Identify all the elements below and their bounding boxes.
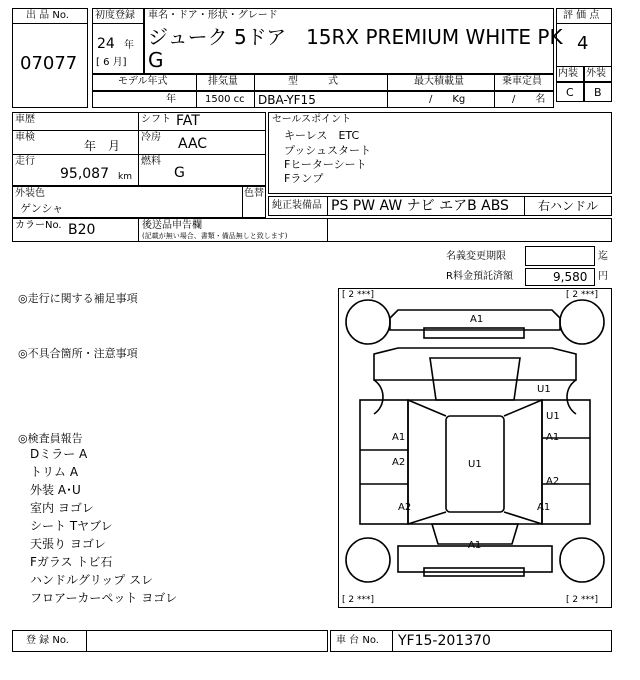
inspector-item-8: ハンドルグリップ スレ <box>30 573 154 587</box>
inspector-item-6: 天張り ヨゴレ <box>30 537 106 551</box>
mark-left-front-door: A1 <box>392 432 406 443</box>
model-row-values <box>92 91 554 108</box>
name-change-field <box>525 246 595 266</box>
mark-left-rear-quarter: A2 <box>398 502 412 513</box>
color-no-divider-2 <box>327 218 328 242</box>
inspector-item-4: 室内 ヨゴレ <box>30 501 94 515</box>
color-divider-v <box>242 186 243 218</box>
mark-right-rocker: A1 <box>537 502 551 513</box>
tire-rear-left <box>346 538 390 582</box>
reg-no-divider <box>86 630 87 652</box>
max-load-value: / Kg <box>429 94 466 105</box>
windshield <box>430 358 520 400</box>
inspection-value: 年 月 <box>84 139 121 153</box>
details-divider-h2 <box>12 154 266 155</box>
shift-label: シフト <box>141 114 171 125</box>
first-reg-label: 初度登録 <box>95 10 135 21</box>
color-value: ゲンシャ <box>20 202 64 215</box>
name-change-label: 名義変更期限 <box>446 251 506 262</box>
equipment-divider-2 <box>524 196 525 216</box>
sales-point-1: キーレス ETC <box>284 129 360 142</box>
shift-value: FAT <box>176 113 200 129</box>
lot-label: 出 品 No. <box>26 10 69 21</box>
mark-roof: U1 <box>468 459 482 470</box>
sales-points-label: セールスポイント <box>272 114 352 125</box>
a-pillar-right <box>504 400 542 416</box>
type-label: 型 式 <box>288 76 338 87</box>
car-name-line2: G <box>148 48 164 72</box>
tire-front-right <box>560 300 604 344</box>
docs-label: 後送品申告欄 <box>142 220 202 231</box>
mileage-value: 95,087 <box>60 166 109 182</box>
inspector-label: ◎検査員報告 <box>18 432 83 445</box>
inspection-label: 車検 <box>15 132 35 143</box>
defects-label: ◎不具合箇所・注意事項 <box>18 347 138 360</box>
model-year-value: 年 <box>166 94 176 105</box>
color-label: 外装色 <box>15 188 45 199</box>
c-pillar-left <box>408 512 446 524</box>
sales-point-3: Fヒーターシート <box>284 158 367 171</box>
name-change-unit: 迄 <box>598 251 608 262</box>
type-value: DBA-YF15 <box>258 93 316 107</box>
fuel-value: G <box>174 165 185 181</box>
c-pillar-right <box>504 512 542 524</box>
lot-number: 07077 <box>20 53 78 74</box>
equipment-label: 純正装備品 <box>272 200 322 211</box>
mark-right-front-fender: U1 <box>537 384 551 395</box>
mark-right-rear-door: A1 <box>546 432 560 443</box>
driving-notes-label: ◎走行に関する補足事項 <box>18 292 138 305</box>
displacement-value: 1500 cc <box>205 94 245 105</box>
sales-point-2: プッシュスタート <box>284 144 372 157</box>
capacity-value: / 名 <box>512 94 546 105</box>
front-fender-right <box>567 380 576 414</box>
tire-rear-right <box>560 538 604 582</box>
ac-value: AAC <box>178 136 208 152</box>
mark-right-front-door: U1 <box>546 411 560 422</box>
recycle-unit: 円 <box>598 271 608 282</box>
color-no-divider-1 <box>138 218 139 242</box>
inspector-item-1: Dミラー A <box>30 447 88 461</box>
steering-value: 右ハンドル <box>538 199 599 213</box>
chassis-label: 車 台 No. <box>336 635 379 646</box>
repaint-label: 色替 <box>244 188 264 199</box>
tire-label-top-right: [ 2 ***] <box>566 290 598 300</box>
equipment-value: PS PW AW ナビ エアB ABS <box>331 198 509 214</box>
a-pillar-left <box>408 400 446 416</box>
tire-label-bottom-left: [ 2 ***] <box>342 595 374 605</box>
model-year-label: モデル年式 <box>118 76 168 87</box>
first-reg-year-unit: 年 <box>124 40 134 51</box>
inspector-item-2: トリム A <box>30 465 79 479</box>
ac-label: 冷房 <box>141 132 161 143</box>
mark-front-bumper: A1 <box>470 314 484 325</box>
tire-label-bottom-right: [ 2 ***] <box>566 595 598 605</box>
recycle-label: R料金預託済額 <box>446 271 513 282</box>
inspector-item-7: Fガラス トビ石 <box>30 555 113 569</box>
capacity-label: 乗車定員 <box>502 76 542 87</box>
inspector-item-9: フロアーカーペット ヨゴレ <box>30 591 178 605</box>
model-col-divider-2 <box>254 74 255 108</box>
model-col-divider-4 <box>494 74 495 108</box>
interior-grade-label: 内装 <box>558 68 578 79</box>
car-name-label: 車名・ドア・形状・グレード <box>148 10 278 21</box>
model-col-divider-1 <box>196 74 197 108</box>
details-left-box <box>12 112 266 186</box>
car-name-line1: ジューク 5ドア 15RX PREMIUM WHITE PK <box>148 25 563 49</box>
chassis-value: YF15-201370 <box>398 633 491 649</box>
mileage-label: 走行 <box>15 156 35 167</box>
tire-front-left <box>346 300 390 344</box>
displacement-label: 排気量 <box>208 76 238 87</box>
max-load-label: 最大積載量 <box>414 76 464 87</box>
inspector-item-3: 外装 A･U <box>30 483 81 497</box>
model-col-divider-3 <box>387 74 388 108</box>
first-reg-month: [ 6 月] <box>96 57 127 68</box>
sales-point-4: Fランプ <box>284 172 324 185</box>
inspector-item-5: シート Tヤブレ <box>30 519 113 533</box>
reg-no-label: 登 録 No. <box>26 635 69 646</box>
equipment-divider-1 <box>327 196 328 216</box>
color-no-box <box>12 218 612 242</box>
mark-left-rear-door: A2 <box>392 457 406 468</box>
interior-grade: C <box>566 86 574 99</box>
color-no-label: カラーNo. <box>15 220 62 231</box>
chassis-divider <box>392 630 393 652</box>
mark-right-rear-quarter: A2 <box>546 476 560 487</box>
color-no-value: B20 <box>68 222 96 238</box>
front-fender-left <box>374 380 383 414</box>
mileage-unit: km <box>118 172 132 182</box>
first-reg-year: 24 <box>97 36 115 52</box>
details-divider-v <box>138 112 139 186</box>
fuel-label: 燃料 <box>141 156 161 167</box>
exterior-grade-label: 外装 <box>586 68 606 79</box>
tire-label-top-left: [ 2 ***] <box>342 290 374 300</box>
history-label: 車歴 <box>15 114 35 125</box>
hood-outline <box>374 348 576 380</box>
exterior-grade: B <box>594 86 602 99</box>
score-value: 4 <box>577 33 589 54</box>
score-label: 評 価 点 <box>563 10 600 21</box>
mark-rear-bumper: A1 <box>468 540 482 551</box>
recycle-value: 9,580 <box>553 270 588 284</box>
docs-note: (記載が無い場合、書類・備品無しと致します) <box>142 232 288 240</box>
details-divider-h1 <box>12 130 266 131</box>
car-body-diagram <box>338 288 612 608</box>
